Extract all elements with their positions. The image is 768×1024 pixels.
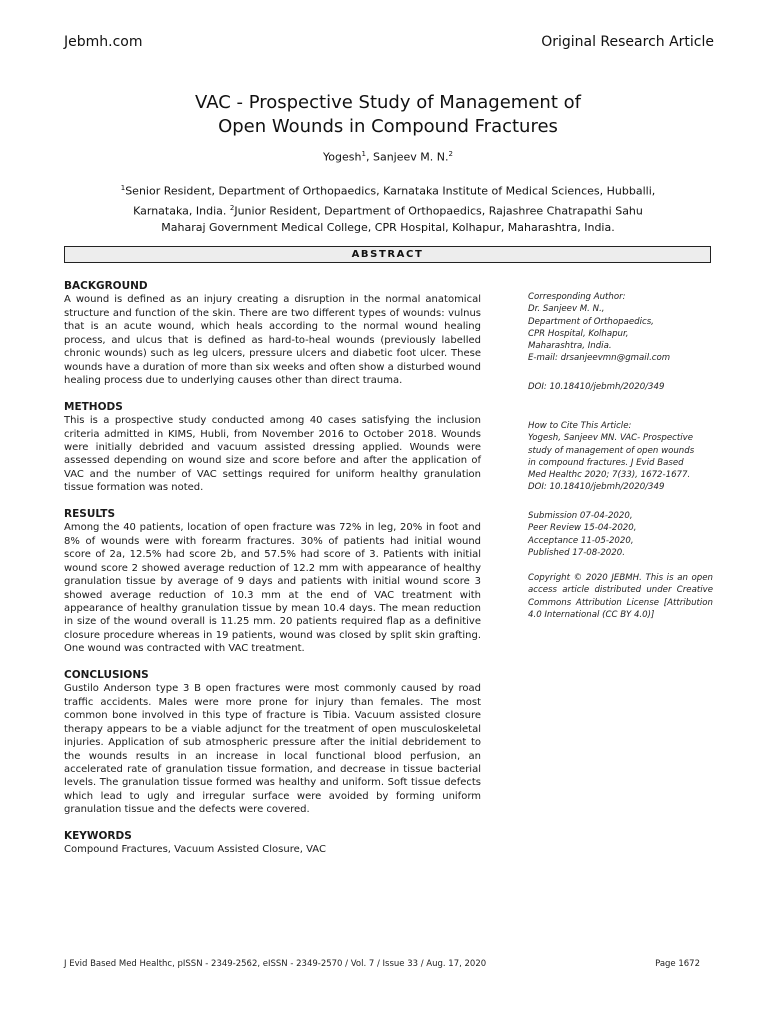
paper-title bbox=[64, 91, 712, 139]
keywords-heading: KEYWORDS bbox=[64, 829, 132, 842]
page-number: Page 1672 bbox=[655, 959, 700, 969]
author-2-sup: 2 bbox=[448, 150, 453, 158]
affiliation-1: Senior Resident, Department of Orthopaedics, Karnataka Institute of Medical Sciences, Hubballi, Karnataka, India. bbox=[125, 184, 656, 218]
affiliation-2-sup: 2 bbox=[229, 203, 235, 212]
affiliations bbox=[114, 180, 662, 236]
site-name: Jebmh.com bbox=[64, 34, 143, 50]
affiliation-1-sup: 1 bbox=[120, 184, 126, 192]
affiliation-2: Junior Resident, Department of Orthopaedics, Rajashree Chatrapathi Sahu Maharaj Government Medical College, CPR Hospital, Kolhapur, Maharashtra, India. bbox=[161, 204, 643, 235]
dates-block bbox=[528, 510, 713, 559]
doi-block bbox=[528, 381, 713, 393]
copyright-text: Copyright © 2020 JEBMH. This is an open access article distributed under Creative Commons Attribution License [Attribution 4.0 International (CC BY 4.0)] bbox=[528, 573, 713, 620]
title-line-2: Open Wounds in Compound Fractures bbox=[218, 116, 558, 137]
article-type: Original Research Article bbox=[541, 34, 714, 50]
citation-line-1: Yogesh, Sanjeev MN. VAC- Prospective bbox=[528, 433, 694, 444]
corresponding-author-name: Dr. Sanjeev M. N., bbox=[528, 304, 605, 315]
acceptance-date: Acceptance 11-05-2020, bbox=[528, 535, 634, 546]
submission-date: Submission 07-04-2020, bbox=[528, 511, 633, 521]
citation-doi-link[interactable]: DOI: 10.18410/jebmh/2020/349 bbox=[528, 482, 665, 493]
results-text: Among the 40 patients, location of open fracture was 72% in leg, 20% in foot and 8% of wounds were with forearm fractures. 30% of patients had initial wound score of 2a, 12.5% had score 2b, and 57.5% had score of 3. Patients with initial wound score 2 showed average reduction of 12.2 mm with appearance of healthy granulation tissue by average of 9 days and patients with initial wound score 3 showed average reduction of 10.3 mm at the end of VAC treatment with appearance of healthy granulation tissue by mean 10.4 days. The mean reduction in size of the wound overall is 11.25 mm. 20 patients required flap as a definitive closure procedure whereas in 19 patients, wound was closed by split skin grafting. One wound was contracted with VAC treatment. bbox=[64, 522, 481, 655]
results-heading: RESULTS bbox=[64, 507, 116, 520]
published-date: Published 17-08-2020. bbox=[528, 547, 625, 558]
how-to-cite-label: How to Cite This Article: bbox=[528, 421, 632, 431]
corresponding-author-department: Department of Orthopaedics, bbox=[528, 316, 654, 327]
author-list bbox=[64, 150, 712, 164]
background-text: A wound is defined as an injury creating a disruption in the normal anatomical structure and function of the skin. There are two different types of wounds: vulnus that is an acute wound, which heals according to the normal wound healing process, and ulcus that is defined as hard-to-heal wounds (previously labelled chronic wounds) such as leg ulcers, pressure ulcers and diabetic foot ulcer. These wounds have a duration of more than six weeks and often show a disturbed wound healing process due to underlying causes other than direct trauma. bbox=[64, 294, 481, 387]
conclusions-text: Gustilo Anderson type 3 B open fractures were most commonly caused by road traffic accidents. Males were more prone for injury than females. The most common bone involved in this type of fracture is Tibia. Vacuum assisted closure therapy appears to be a viable adjunct for the treatment of open musculoskeletal injuries. Application of sub atmospheric pressure after the initial debridement to the wounds results in an increase in local functional blood perfusion, an accelerated rate of granulation tissue formation, and decrease in tissue bacterial levels. The granulation tissue formed was healthy and uniform. Soft tissue defects which lead to ugly and irregular surface were avoided by forming uniform granulation tissue and the defects were covered. bbox=[64, 683, 481, 816]
methods-text: This is a prospective study conducted among 40 cases satisfying the inclusion criteria admitted in KIMS, Hubli, from November 2016 to October 2018. Wounds were initially debrided and vacuum assisted dressing applied. Wounds were assessed depending on wound size and score before and after the application of VAC and the number of VAC settings required for uniform healthy granulation tissue formation was noted. bbox=[64, 415, 481, 494]
title-line-1: VAC - Prospective Study of Management of bbox=[195, 92, 581, 113]
corresponding-author-label: Corresponding Author: bbox=[528, 292, 626, 302]
footer-citation: J Evid Based Med Healthc, pISSN - 2349-2562, eISSN - 2349-2570 / Vol. 7 / Issue 33 / Aug. 17, 2020 bbox=[64, 959, 487, 969]
copyright-block bbox=[528, 572, 713, 621]
author-1-sup: 1 bbox=[361, 150, 366, 158]
keywords-text: Compound Fractures, Vacuum Assisted Closure, VAC bbox=[64, 844, 326, 856]
author-separator: , bbox=[365, 150, 373, 164]
methods-heading: METHODS bbox=[64, 400, 123, 413]
author-1: Yogesh bbox=[323, 150, 362, 164]
abstract-body bbox=[64, 280, 481, 857]
doi-link[interactable]: DOI: 10.18410/jebmh/2020/349 bbox=[528, 382, 665, 392]
background-heading: BACKGROUND bbox=[64, 280, 148, 292]
citation-line-3: in compound fractures. J Evid Based bbox=[528, 457, 684, 468]
how-to-cite-block bbox=[528, 420, 713, 494]
peer-review-date: Peer Review 15-04-2020, bbox=[528, 523, 637, 534]
corresponding-author-block bbox=[528, 291, 713, 365]
abstract-heading-bar: ABSTRACT bbox=[64, 246, 711, 263]
corresponding-author-hospital: CPR Hospital, Kolhapur, bbox=[528, 328, 629, 339]
citation-line-2: study of management of open wounds bbox=[528, 445, 695, 456]
author-2: Sanjeev M. N. bbox=[372, 150, 449, 164]
corresponding-author-email[interactable]: E-mail: drsanjeevmn@gmail.com bbox=[528, 353, 671, 364]
citation-line-4: Med Healthc 2020; 7(33), 1672-1677. bbox=[528, 470, 691, 481]
conclusions-heading: CONCLUSIONS bbox=[64, 668, 149, 681]
corresponding-author-place: Maharashtra, India. bbox=[528, 341, 612, 352]
